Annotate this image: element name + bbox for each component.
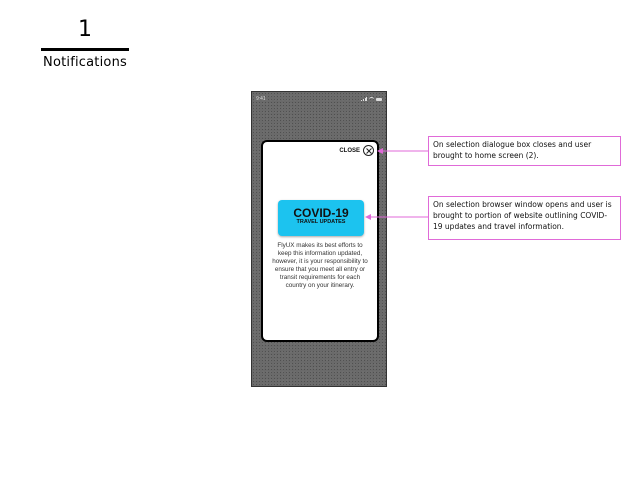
arrowhead-covid <box>365 214 371 220</box>
covid-button-subtitle: TRAVEL UPDATES <box>296 219 346 225</box>
annotation-close: On selection dialogue box closes and user brought to home screen (2). <box>428 136 621 166</box>
arrowhead-close <box>377 148 383 154</box>
covid-button-title: COVID-19 <box>293 206 349 220</box>
page-title: Notifications <box>43 55 127 70</box>
close-label[interactable]: CLOSE <box>339 147 360 154</box>
page-number: 1 <box>78 17 92 42</box>
status-time: 9:41 <box>256 96 266 102</box>
disclaimer-text: FlyUX makes its best efforts to keep this information updated, however, it is your responsibility to ensure that you meet all entry or transit requirements for each country on your itinerary. <box>272 242 368 289</box>
annotation-covid-button: On selection browser window opens and user is brought to portion of website outlining COVID-19 updates and travel information. <box>428 196 621 240</box>
